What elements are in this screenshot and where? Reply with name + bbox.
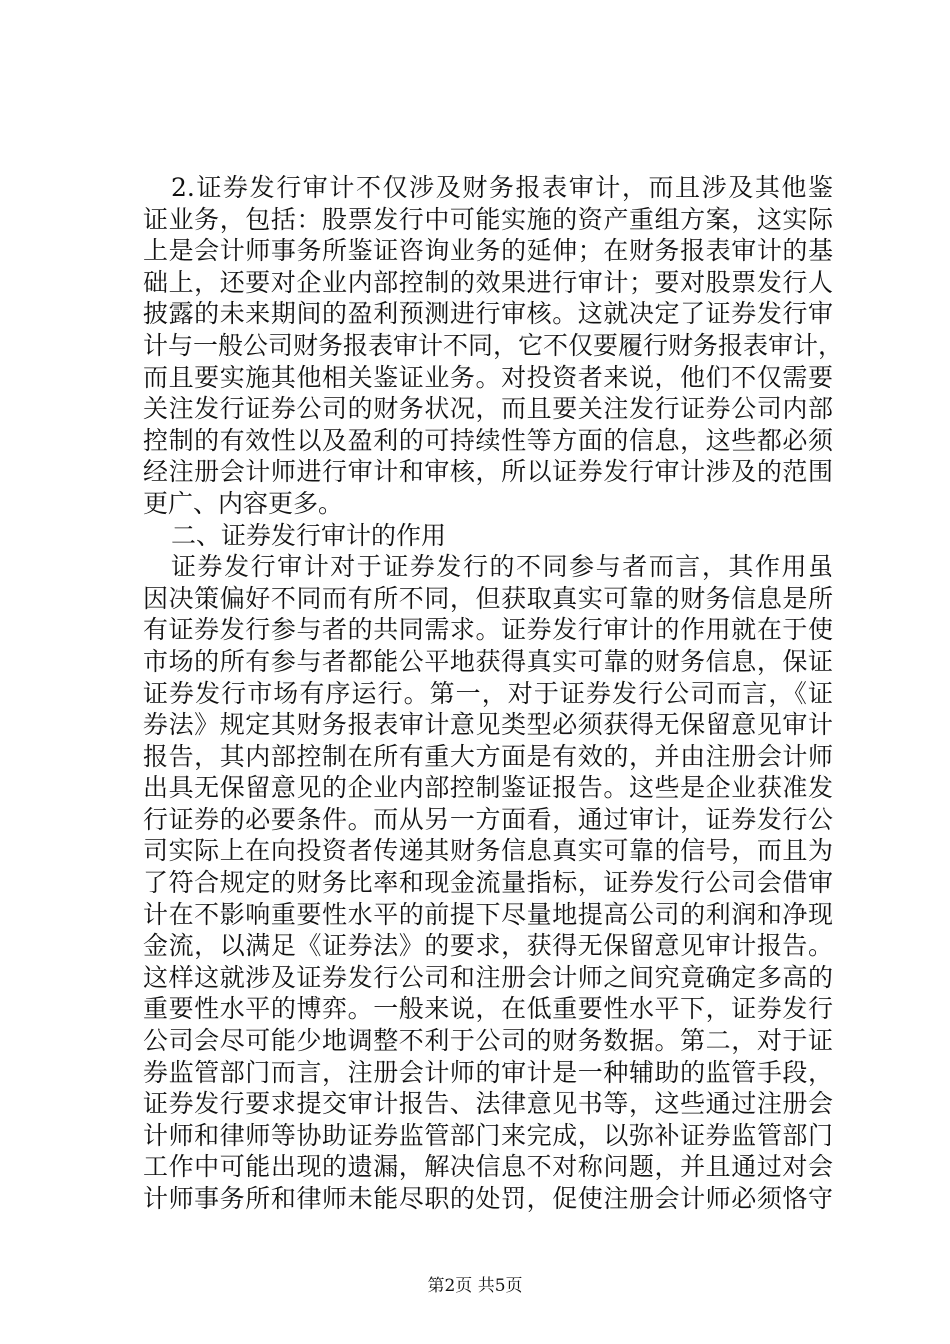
body-line: 行证券的必要条件。而从另一方面看，通过审计，证券发行公 [143,804,833,834]
body-line: 证券发行要求提交审计报告、法律意见书等，这些通过注册会 [143,1089,833,1119]
body-line: 更广、内容更多。 [143,488,344,518]
body-line: 券监管部门而言，注册会计师的审计是一种辅助的监管手段， [143,1057,833,1087]
body-line: 2.证券发行审计不仅涉及财务报表审计，而且涉及其他鉴 [171,173,833,202]
body-line: 报告，其内部控制在所有重大方面是有效的，并由注册会计师 [143,741,833,771]
body-line: 计在不影响重要性水平的前提下尽量地提高公司的利润和净现 [143,899,833,929]
page-number-footer: 第2页 共5页 [427,1276,523,1296]
body-line: 重要性水平的博弈。一般来说，在低重要性水平下，证券发行 [143,994,833,1024]
body-line: 市场的所有参与者都能公平地获得真实可靠的财务信息，保证 [143,646,833,676]
section-heading: 二、证券发行审计的作用 [171,520,447,550]
body-line: 计师事务所和律师未能尽职的处罚，促使注册会计师必须恪守 [143,1184,833,1213]
body-line: 因决策偏好不同而有所不同，但获取真实可靠的财务信息是所 [143,583,833,613]
body-line: 关注发行证券公司的财务状况，而且要关注发行证券公司内部 [143,394,833,424]
body-line: 证券发行审计对于证券发行的不同参与者而言，其作用虽 [171,552,833,582]
body-line: 上是会计师事务所鉴证咨询业务的延伸；在财务报表审计的基 [143,236,833,266]
body-line: 经注册会计师进行审计和审核，所以证券发行审计涉及的范围 [143,457,833,487]
body-line: 券法》规定其财务报表审计意见类型必须获得无保留意见审计 [143,710,833,740]
body-line: 披露的未来期间的盈利预测进行审核。这就决定了证券发行审 [143,299,833,329]
body-line: 计与一般公司财务报表审计不同，它不仅要履行财务报表审计， [143,330,844,360]
body-line: 了符合规定的财务比率和现金流量指标，证券发行公司会借审 [143,868,833,898]
body-line: 司实际上在向投资者传递其财务信息真实可靠的信号，而且为 [143,836,833,866]
body-line: 有证券发行参与者的共同需求。证券发行审计的作用就在于使 [143,615,833,645]
body-line: 证券发行市场有序运行。第一，对于证券发行公司而言，《证 [143,678,833,708]
body-line: 而且要实施其他相关鉴证业务。对投资者来说，他们不仅需要 [143,362,833,392]
body-line: 控制的有效性以及盈利的可持续性等方面的信息，这些都必须 [143,425,833,455]
body-line: 础上，还要对企业内部控制的效果进行审计；要对股票发行人 [143,267,833,297]
body-line: 公司会尽可能少地调整不利于公司的财务数据。第二，对于证 [143,1026,833,1056]
body-line: 出具无保留意见的企业内部控制鉴证报告。这些是企业获准发 [143,773,833,803]
body-line: 计师和律师等协助证券监管部门来完成，以弥补证券监管部门 [143,1120,833,1150]
body-line: 这样这就涉及证券发行公司和注册会计师之间究竟确定多高的 [143,962,833,992]
document-body [143,172,844,1215]
body-line: 金流，以满足《证券法》的要求，获得无保留意见审计报告。 [143,931,833,961]
body-line: 证业务，包括：股票发行中可能实施的资产重组方案，这实际 [143,204,833,234]
body-line: 工作中可能出现的遗漏，解决信息不对称问题，并且通过对会 [143,1152,833,1182]
